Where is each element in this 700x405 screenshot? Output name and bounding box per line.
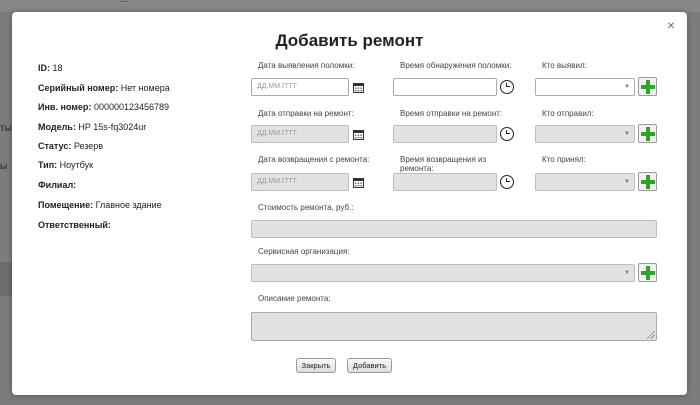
calendar-icon[interactable]	[353, 177, 364, 188]
background-top-fragment	[120, 0, 128, 5]
detect-date-input[interactable]: ДД.ММ.ГГГГ	[251, 78, 349, 96]
add-service-org-button[interactable]	[638, 263, 657, 282]
detected-by-select[interactable]	[535, 78, 635, 96]
add-detected-by-button[interactable]	[638, 77, 657, 96]
chevron-down-icon: ▼	[624, 179, 630, 185]
return-time-label-line2: ремонта:	[400, 164, 434, 173]
return-time-label-line1: Время возвращения из	[400, 155, 487, 164]
add-received-by-button[interactable]	[638, 172, 657, 191]
clock-icon[interactable]	[500, 127, 514, 141]
cost-label: Стоимость ремонта, руб.:	[258, 203, 354, 212]
info-model: Модель: HP 15s-fq3024ur	[38, 122, 147, 132]
chevron-down-icon: ▼	[624, 131, 630, 137]
dialog-title: Добавить ремонт	[275, 31, 424, 50]
detect-time-label: Время обнаружения поломки:	[400, 61, 512, 70]
return-date-label: Дата возвращения с ремонта:	[258, 155, 370, 164]
resize-handle-icon[interactable]	[647, 331, 655, 339]
return-date-input[interactable]: ДД.ММ.ГГГГ	[251, 173, 349, 191]
calendar-icon[interactable]	[353, 129, 364, 140]
description-label: Описание ремонта:	[258, 294, 331, 303]
sent-by-label: Кто отправил:	[542, 109, 594, 118]
clock-icon[interactable]	[500, 80, 514, 94]
background-header-strip	[0, 0, 700, 12]
cost-input[interactable]	[251, 220, 657, 238]
received-by-select[interactable]	[535, 173, 635, 191]
background-sidebar-fragment-1: ты	[0, 123, 12, 134]
add-button[interactable]: Добавить	[347, 358, 392, 373]
close-icon[interactable]: ×	[666, 17, 675, 33]
send-date-label: Дата отправки на ремонт:	[258, 109, 354, 118]
background-row-strip	[0, 262, 12, 296]
clock-icon[interactable]	[500, 175, 514, 189]
close-button[interactable]: Закрыть	[296, 358, 336, 373]
info-type: Тип: Ноутбук	[38, 160, 94, 170]
info-id: ID: 18	[38, 63, 63, 73]
send-date-input[interactable]: ДД.ММ.ГГГГ	[251, 125, 349, 143]
sent-by-select[interactable]	[535, 125, 635, 143]
calendar-icon[interactable]	[353, 82, 364, 93]
detect-time-input[interactable]	[393, 78, 497, 96]
detected-by-label: Кто выявил:	[542, 61, 587, 70]
info-status: Статус: Резерв	[38, 141, 104, 151]
service-org-label: Сервисная организация:	[258, 247, 350, 256]
background-sidebar-fragment-2: ы	[0, 161, 8, 172]
info-responsible: Ответственный:	[38, 220, 111, 230]
send-time-input[interactable]	[393, 125, 497, 143]
chevron-down-icon: ▼	[624, 84, 630, 90]
send-time-label: Время отправки на ремонт:	[400, 109, 503, 118]
info-branch: Филиал:	[38, 180, 77, 190]
info-serial: Серийный номер: Нет номера	[38, 83, 170, 93]
received-by-label: Кто принял:	[542, 155, 586, 164]
description-textarea[interactable]	[251, 312, 657, 341]
add-sent-by-button[interactable]	[638, 124, 657, 143]
service-org-select[interactable]	[251, 264, 635, 282]
add-repair-dialog	[12, 12, 687, 395]
chevron-down-icon: ▼	[624, 270, 630, 276]
info-inventory: Инв. номер: 000000123456789	[38, 102, 170, 112]
return-time-input[interactable]	[393, 173, 497, 191]
detect-date-label: Дата выявления поломки:	[258, 61, 355, 70]
info-room: Помещение: Главное здание	[38, 200, 162, 210]
